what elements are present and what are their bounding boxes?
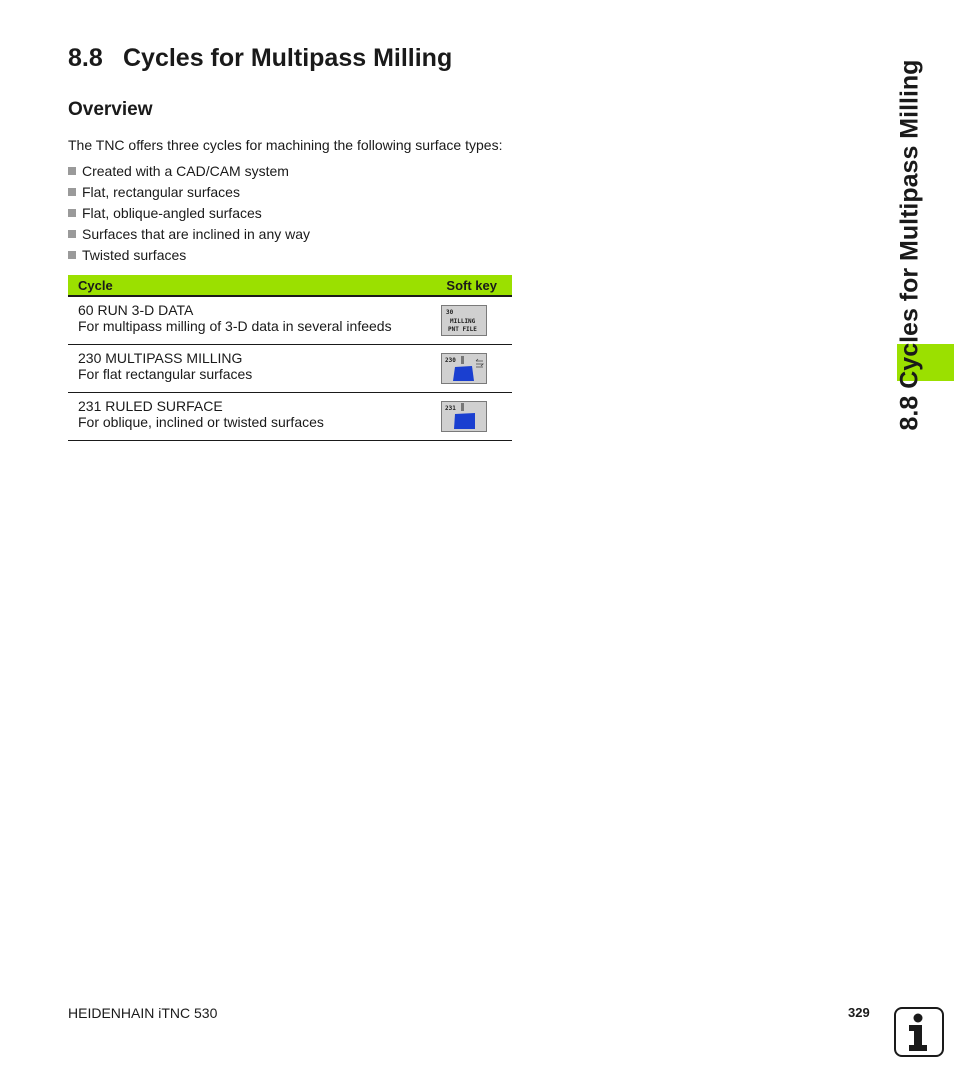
square-bullet-icon	[68, 188, 76, 196]
arrows-icon	[476, 359, 483, 367]
surface-block-icon	[453, 366, 474, 381]
header-softkey: Soft key	[446, 277, 497, 293]
cycle-name: 231 RULED SURFACE	[78, 398, 223, 414]
chapter-title-text: Cycles for Multipass Milling	[123, 44, 453, 72]
footer-product: HEIDENHAIN iTNC 530	[68, 1005, 218, 1021]
info-icon	[894, 1007, 944, 1062]
softkey-label: 231	[445, 405, 456, 412]
softkey-label: PNT FILE	[448, 326, 477, 333]
list-item	[68, 246, 310, 267]
list-item	[68, 204, 310, 225]
list-item-text: Twisted surfaces	[82, 247, 187, 263]
list-item	[68, 225, 310, 246]
square-bullet-icon	[68, 167, 76, 175]
list-item-text: Flat, rectangular surfaces	[82, 184, 240, 200]
header-cycle: Cycle	[78, 277, 113, 293]
list-item-text: Flat, oblique-angled surfaces	[82, 205, 262, 221]
table-row	[68, 296, 512, 344]
cycle-table	[68, 275, 512, 441]
softkey-label: 30	[446, 309, 454, 316]
section-title: Overview	[68, 99, 153, 120]
softkey-label: MILLING	[450, 318, 476, 325]
list-item-text: Created with a CAD/CAM system	[82, 163, 289, 179]
list-item-text: Surfaces that are inclined in any way	[82, 226, 311, 242]
softkey-cycle-60[interactable]	[441, 305, 487, 336]
list-item	[68, 162, 310, 183]
table-header	[68, 275, 512, 296]
chapter-title	[68, 44, 452, 73]
intro-text: The TNC offers three cycles for machining the following surface types:	[68, 137, 503, 153]
square-bullet-icon	[68, 230, 76, 238]
table-row	[68, 344, 512, 392]
cycle-name: 60 RUN 3-D DATA	[78, 302, 194, 318]
chapter-number: 8.8	[68, 44, 103, 72]
tool-icon	[461, 356, 464, 364]
list-item	[68, 183, 310, 204]
cycle-description: For multipass milling of 3-D data in several infeeds	[78, 318, 392, 334]
surface-block-icon	[454, 413, 475, 429]
cycle-description: For oblique, inclined or twisted surfaces	[78, 414, 324, 430]
surface-type-list	[68, 162, 310, 267]
cycle-name: 230 MULTIPASS MILLING	[78, 350, 243, 366]
tool-icon	[461, 403, 464, 411]
side-title-text: 8.8 Cycles for Multipass Milling	[895, 59, 924, 431]
softkey-cycle-231[interactable]	[441, 401, 487, 432]
softkey-label: 230	[445, 357, 456, 364]
cycle-description: For flat rectangular surfaces	[78, 366, 253, 382]
square-bullet-icon	[68, 209, 76, 217]
table-row	[68, 392, 512, 440]
softkey-cycle-230[interactable]	[441, 353, 487, 384]
square-bullet-icon	[68, 251, 76, 259]
page-number: 329	[848, 1005, 870, 1020]
